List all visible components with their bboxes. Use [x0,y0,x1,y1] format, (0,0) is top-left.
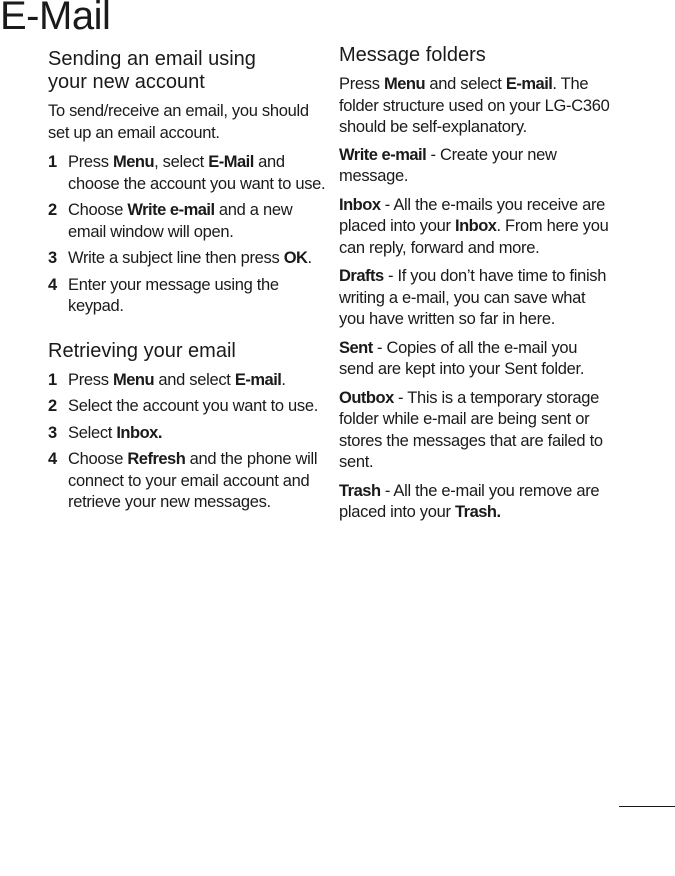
folders-intro [339,74,614,139]
folder-description: - This is a temporary storage folder while e-mail are being sent or stores the messages that are failed to sent. [339,388,603,471]
step-item [48,200,328,243]
step-text: . [307,249,312,267]
step-text: Select [68,423,117,442]
step-number: 2 [48,397,57,415]
folder-inbox [339,195,614,260]
heading-line-2: your new account [48,71,205,93]
folder-description: - All the e-mail you remove are placed into your [339,481,600,521]
page-title: E-Mail [0,0,111,38]
step-item [48,152,328,195]
step-text: Press [68,153,113,171]
section-heading-folders: Message folders [339,44,486,66]
step-item [48,449,328,514]
folder-description: - If you don’t have time to finish writing a e-mail, you can save what you have written so far in here. [339,267,607,328]
step-number: 3 [48,249,57,267]
folder-name: Outbox [339,388,394,407]
step-number: 4 [48,450,57,468]
folder-description: - Create your new message. [339,145,557,185]
step-item [48,423,328,445]
step-text: Select the account you want to use. [68,397,318,415]
right-column [339,44,614,531]
section-heading-sending [48,48,328,94]
folder-name: Drafts [339,267,384,285]
menu-keyword: Menu [112,370,155,389]
intro-text: . The folder structure used on your LG-C360 should be self-explanatory. [339,75,610,136]
step-text: and a new email window will open. [68,201,293,241]
step-text: Enter your message using the keypad. [68,275,279,315]
menu-keyword: Menu [383,75,426,93]
step-text: Choose [68,450,128,468]
retrieving-steps [48,370,328,514]
write-email-keyword: Write e-mail [127,201,215,219]
heading-line-1: Sending an email using [48,48,256,70]
inbox-keyword: Inbox [454,217,497,235]
folder-description: - Copies of all the e-mail you send are kept into your Sent folder. [339,338,585,378]
menu-keyword: Menu [112,153,155,171]
step-text: Write a subject line then press [68,249,284,267]
section-heading-retrieving: Retrieving your email [48,339,236,362]
step-text: and choose the account you want to use. [68,153,326,193]
folder-description: - All the e-mails you receive are placed into your [339,195,606,235]
inbox-keyword: Inbox. [116,423,162,442]
step-number: 4 [48,275,57,294]
email-keyword: E-mail [505,75,553,93]
sending-steps [48,152,328,318]
trash-keyword: Trash. [454,503,501,521]
folder-outbox [339,388,614,474]
email-keyword: E-Mail [208,153,254,171]
page-number-rule [619,806,675,807]
step-text: Press [68,370,113,389]
folder-name: Sent [339,338,373,357]
folder-name: Inbox [339,195,381,214]
intro-text: and select [425,75,506,93]
step-number: 2 [48,201,57,219]
folder-name: Trash [339,481,381,500]
ok-keyword: OK [283,249,308,267]
step-item [48,396,328,418]
left-column [48,44,328,536]
step-item [48,248,328,270]
folder-sent [339,338,614,381]
email-keyword: E-mail [234,370,282,389]
step-text: , select [154,153,209,171]
folder-trash [339,481,614,524]
step-text: and select [154,370,235,389]
step-item [48,370,328,392]
intro-text: Press [339,75,384,93]
step-text: Choose [68,201,128,219]
step-number: 3 [48,423,57,442]
step-number: 1 [48,153,57,171]
step-number: 1 [48,370,57,389]
folder-description: . From here you can reply, forward and more. [339,217,609,257]
step-item [48,275,328,318]
sending-intro: To send/receive an email, you should set up an email account. [48,102,309,142]
step-text: . [281,370,286,389]
folder-name: Write e-mail [339,145,427,164]
refresh-keyword: Refresh [127,450,186,468]
folder-write-email [339,145,614,188]
folder-drafts [339,266,614,331]
step-text: and the phone will connect to your email account and retrieve your new messages. [68,450,318,511]
